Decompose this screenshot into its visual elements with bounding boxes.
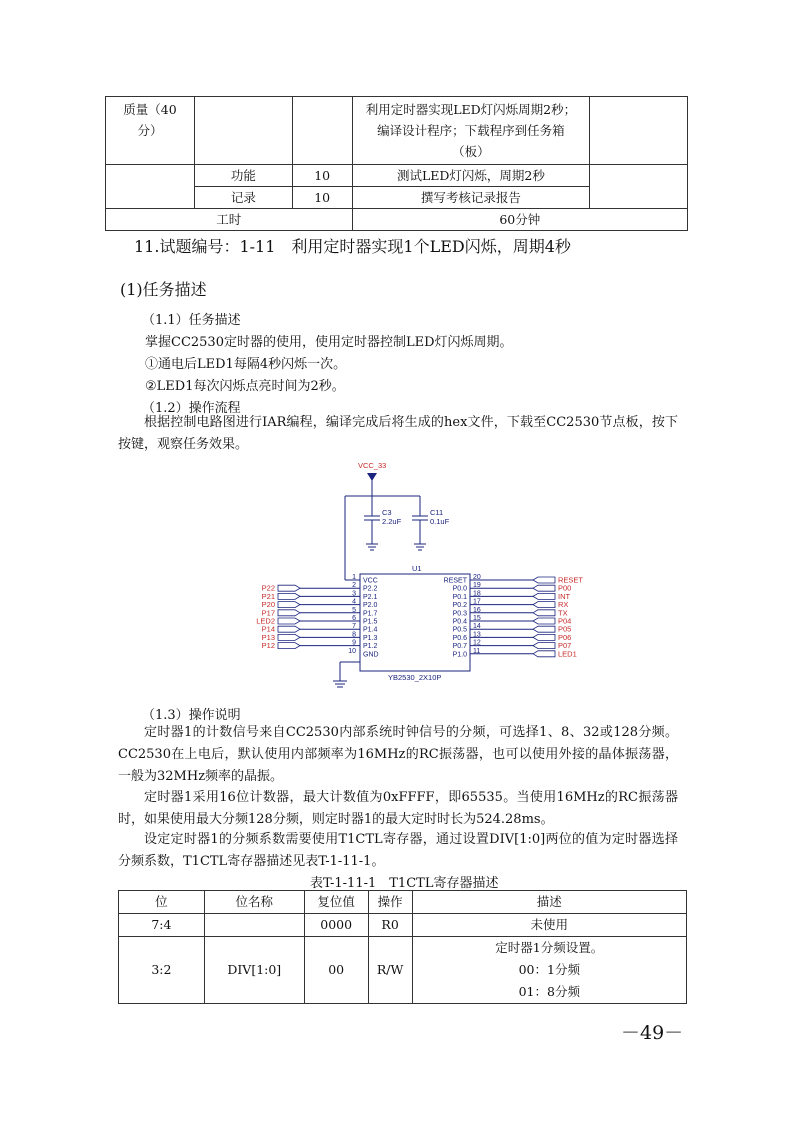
net-port-icon bbox=[533, 634, 555, 640]
net-port-icon bbox=[278, 593, 300, 599]
net-port-icon bbox=[278, 634, 300, 640]
paragraph: 根据控制电路图进行IAR编程，编译完成后将生成的hex文件，下载至CC2530节点板，按下按键，观察任务效果。 bbox=[118, 415, 678, 452]
paragraph: 定时器1采用16位计数器，最大计数值为0xFFFF，即65535。当使用16MHz的RC振荡器时，如果使用最大分频128分频，则定时器1的最大定时时长为524.28ms。 bbox=[118, 790, 678, 827]
net-port-icon bbox=[533, 610, 555, 616]
vcc-arrow-icon bbox=[367, 473, 377, 481]
svg-text:C11: C11 bbox=[430, 508, 444, 517]
pin-name: P0.5 bbox=[452, 626, 467, 634]
pin-name: P0.3 bbox=[452, 610, 467, 618]
page-number: －49－ bbox=[621, 1022, 684, 1044]
net-port-icon bbox=[533, 643, 555, 649]
svg-text:U1: U1 bbox=[412, 564, 422, 573]
pin-name: P0.6 bbox=[452, 634, 467, 642]
column-header: 位 bbox=[119, 891, 205, 914]
subsection-title: （1.2）操作流程 bbox=[142, 401, 241, 416]
pin-number: 7 bbox=[352, 623, 356, 631]
net-port-icon bbox=[533, 602, 555, 608]
score-points: 10 bbox=[292, 187, 352, 209]
pin-number: 18 bbox=[473, 590, 481, 598]
net-label: P14 bbox=[261, 624, 275, 634]
pin-name: P1.4 bbox=[363, 626, 378, 634]
net-label: P04 bbox=[558, 616, 572, 626]
score-table bbox=[105, 96, 688, 231]
svg-text:C3: C3 bbox=[382, 508, 392, 517]
net-port-icon bbox=[533, 577, 555, 583]
pin-name: P1.5 bbox=[363, 618, 378, 626]
paragraph: 设定定时器1的分频系数需要使用T1CTL寄存器，通过设置DIV[1:0]两位的值为定时器选择分频系数，T1CTL寄存器描述见表T-1-11-1。 bbox=[118, 832, 678, 869]
score-item: 记录 bbox=[194, 187, 292, 209]
net-label: P07 bbox=[558, 641, 572, 651]
net-label: P13 bbox=[261, 632, 275, 642]
work-hours-label: 工时 bbox=[106, 209, 353, 231]
net-label: INT bbox=[558, 591, 571, 601]
score-item: 功能 bbox=[194, 165, 292, 187]
net-label: LED2 bbox=[256, 616, 275, 626]
score-category: 质量（40分） bbox=[106, 97, 195, 165]
score-requirement: 利用定时器实现LED灯闪烁周期2秒；编译设计程序；下载程序到任务箱（板） bbox=[352, 97, 590, 165]
column-header: 复位值 bbox=[304, 891, 368, 914]
net-label: TX bbox=[558, 608, 568, 618]
pin-number: 17 bbox=[473, 598, 481, 606]
pin-name: P0.1 bbox=[452, 593, 467, 601]
net-label: P17 bbox=[261, 608, 275, 618]
pin-number: 5 bbox=[352, 606, 356, 614]
pin-name: VCC bbox=[363, 577, 378, 585]
section-title: (1)任务描述 bbox=[120, 280, 207, 299]
pin-name: P2.2 bbox=[363, 585, 378, 593]
svg-text:YB2530_2X10P: YB2530_2X10P bbox=[388, 673, 442, 682]
task-heading: 11.试题编号：1-11 利用定时器实现1个LED闪烁，周期4秒 bbox=[134, 237, 571, 256]
circuit-schematic bbox=[240, 456, 600, 701]
column-header: 描述 bbox=[412, 891, 686, 914]
pin-number: 16 bbox=[473, 606, 481, 614]
pin-name: GND bbox=[363, 651, 379, 659]
pin-name: RESET bbox=[443, 577, 467, 585]
pin-number: 9 bbox=[352, 639, 356, 647]
score-criterion: 测试LED灯闪烁，周期2秒 bbox=[352, 165, 590, 187]
paragraph: 定时器1的计数信号来自CC2530内部系统时钟信号的分频，可选择1、8、32或128分频。CC2530在上电后，默认使用内部频率为16MHz的RC振荡器，也可以使用外接的晶体振荡器，一般为32MHz频率的晶振。 bbox=[118, 725, 678, 784]
pin-number: 8 bbox=[352, 631, 356, 639]
pin-number: 2 bbox=[352, 582, 356, 590]
net-port-icon bbox=[278, 610, 300, 616]
pin-name: P1.7 bbox=[363, 610, 378, 618]
net-port-icon bbox=[533, 585, 555, 591]
pin-name: P0.2 bbox=[452, 602, 467, 610]
net-label: LED1 bbox=[558, 649, 577, 659]
net-label: RESET bbox=[558, 575, 584, 585]
net-port-icon bbox=[278, 602, 300, 608]
pin-number: 1 bbox=[352, 574, 356, 581]
paragraph: ②LED1每次闪烁点亮时间为2秒。 bbox=[145, 379, 345, 394]
pin-number: 12 bbox=[473, 639, 481, 647]
svg-text:VCC_33: VCC_33 bbox=[358, 461, 387, 470]
net-label: P20 bbox=[261, 600, 275, 610]
column-header: 位名称 bbox=[204, 891, 304, 914]
net-label: RX bbox=[558, 600, 569, 610]
pin-name: P1.2 bbox=[363, 643, 378, 651]
score-criterion: 撰写考核记录报告 bbox=[352, 187, 590, 209]
pin-number: 10 bbox=[348, 647, 356, 655]
net-label: P21 bbox=[261, 591, 275, 601]
pin-name: P1.3 bbox=[363, 634, 378, 642]
pin-number: 6 bbox=[352, 615, 356, 622]
pin-name: P2.0 bbox=[363, 602, 378, 610]
svg-text:0.1uF: 0.1uF bbox=[430, 517, 450, 526]
net-label: P06 bbox=[558, 632, 572, 642]
pin-number: 20 bbox=[473, 574, 481, 581]
net-port-icon bbox=[533, 593, 555, 599]
table-row: 7:4 0000 R0 未使用 bbox=[119, 914, 687, 937]
pin-number: 11 bbox=[473, 647, 481, 655]
pin-name: P0.4 bbox=[452, 618, 467, 626]
pin-number: 13 bbox=[473, 631, 481, 639]
net-label: P05 bbox=[558, 624, 572, 634]
pin-number: 19 bbox=[473, 582, 481, 590]
score-points: 10 bbox=[292, 165, 352, 187]
paragraph: ①通电后LED1每隔4秒闪烁一次。 bbox=[145, 357, 347, 372]
table-row: 3:2 DIV[1:0] 00 R/W 定时器1分频设置。 00：1分频 01：8分频 bbox=[119, 937, 687, 1004]
pin-name: P2.1 bbox=[363, 593, 378, 601]
net-port-icon bbox=[533, 618, 555, 624]
pin-number: 3 bbox=[352, 590, 356, 598]
subsection-title: （1.1）任务描述 bbox=[142, 313, 241, 328]
net-port-icon bbox=[278, 585, 300, 591]
column-header: 操作 bbox=[368, 891, 412, 914]
svg-text:2.2uF: 2.2uF bbox=[382, 517, 402, 526]
paragraph: 掌握CC2530定时器的使用，使用定时器控制LED灯闪烁周期。 bbox=[145, 335, 513, 350]
work-hours-value: 60分钟 bbox=[352, 209, 687, 231]
table-caption: 表T-1-11-1 T1CTL寄存器描述 bbox=[310, 876, 499, 891]
net-port-icon bbox=[278, 626, 300, 632]
pin-number: 4 bbox=[352, 598, 356, 606]
pin-name: P1.0 bbox=[452, 651, 467, 659]
net-port-icon bbox=[533, 651, 555, 657]
pin-name: P0.0 bbox=[452, 585, 467, 593]
pin-number: 14 bbox=[473, 623, 481, 631]
net-port-icon bbox=[278, 618, 300, 624]
net-port-icon bbox=[533, 626, 555, 632]
net-label: P00 bbox=[558, 583, 572, 593]
pin-name: P0.7 bbox=[452, 643, 467, 651]
net-label: P22 bbox=[261, 583, 275, 593]
net-port-icon bbox=[278, 643, 300, 649]
subsection-title: （1.3）操作说明 bbox=[142, 708, 241, 723]
pin-number: 15 bbox=[473, 615, 481, 622]
register-table bbox=[118, 890, 687, 1004]
ic-pins bbox=[256, 574, 583, 658]
net-label: P12 bbox=[261, 641, 275, 651]
